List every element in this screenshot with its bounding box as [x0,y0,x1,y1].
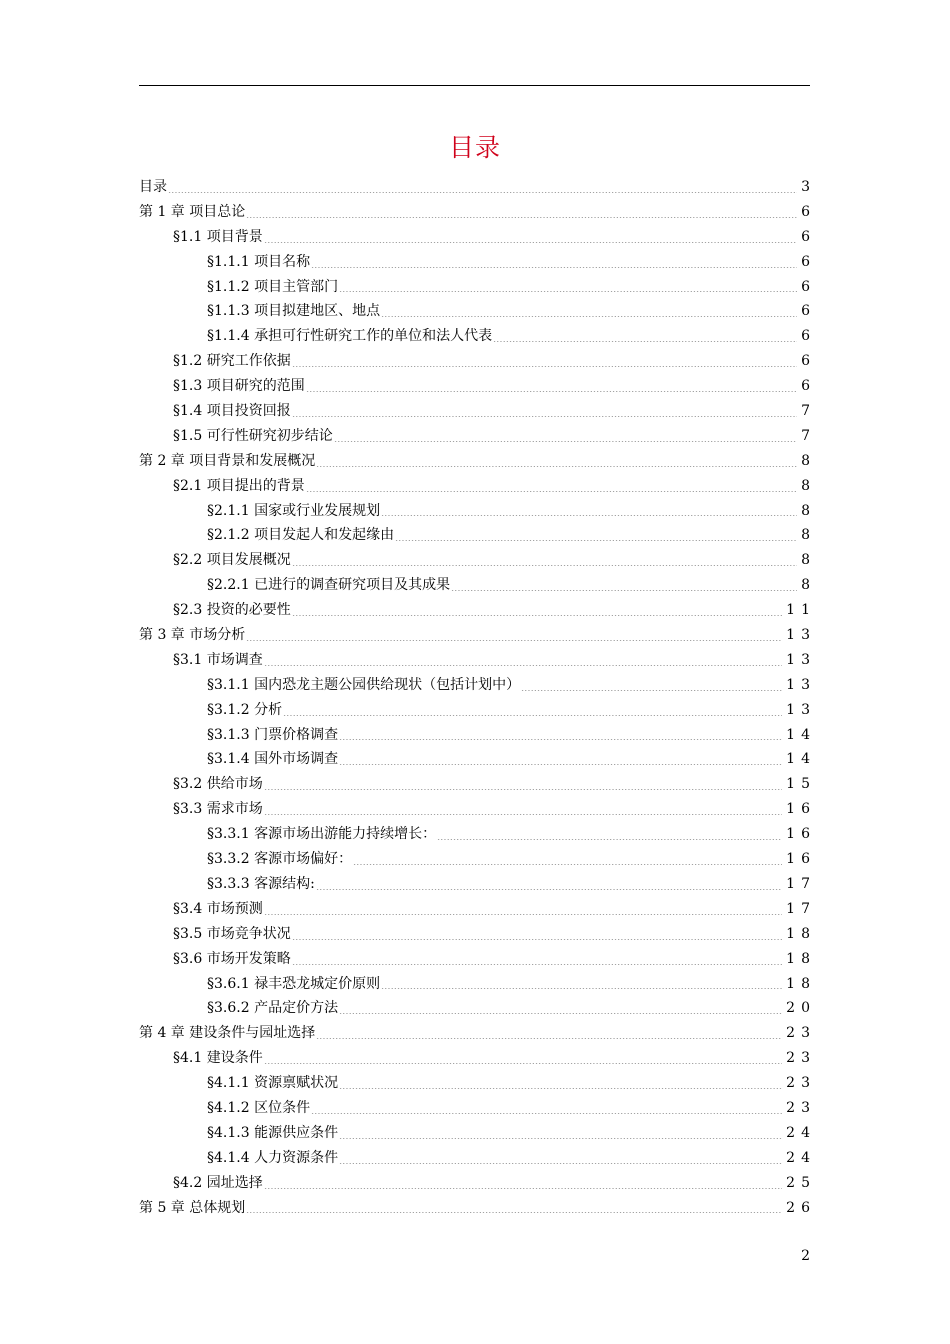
toc-entry-text: §3.3 需求市场 [173,801,263,818]
toc-entry[interactable] [139,747,816,772]
toc-entry-page: 13 [786,627,816,644]
toc-dot-leader [493,341,797,342]
toc-entry-page: 24 [786,1149,816,1166]
toc-dot-leader [292,964,782,965]
toc-entry[interactable] [139,623,816,648]
toc-entry-page: 17 [786,875,816,892]
toc-entry-text: §3.6.2 产品定价方法 [207,1000,339,1017]
toc-entry-text: §3.6.1 禄丰恐龙城定价原则 [207,975,381,992]
toc-dot-leader [292,416,797,417]
toc-entry-text: §1.3 项目研究的范围 [173,378,305,395]
toc-dot-leader [306,491,797,492]
toc-entry-page: 6 [801,378,816,395]
toc-entry[interactable] [139,648,816,673]
toc-entry-page: 14 [786,726,816,743]
toc-entry[interactable] [139,972,816,997]
toc-entry-page: 6 [801,253,816,270]
toc-entry-text: §4.1.1 资源禀赋状况 [207,1075,339,1092]
toc-entry-page: 23 [786,1099,816,1116]
toc-entry-page: 6 [801,353,816,370]
toc-entry-text: §1.1 项目背景 [173,228,263,245]
toc-entry-page: 6 [801,228,816,245]
toc-entry-text: §3.2 供给市场 [173,776,263,793]
toc-entry[interactable] [139,1046,816,1071]
toc-entry[interactable] [139,200,816,225]
toc-entry-text: §1.2 研究工作依据 [173,353,291,370]
toc-dot-leader [246,1212,782,1213]
toc-entry[interactable] [139,847,816,872]
toc-entry-text: 第 2 章 项目背景和发展概况 [139,452,316,469]
toc-dot-leader [264,914,782,915]
toc-dot-leader [246,217,797,218]
toc-entry-text: §3.6 市场开发策略 [173,950,291,967]
toc-entry-page: 15 [786,776,816,793]
toc-dot-leader [451,590,797,591]
toc-entry[interactable] [139,1071,816,1096]
toc-dot-leader [292,565,797,566]
toc-entry[interactable] [139,797,816,822]
toc-entry-text: §3.3.3 客源结构: [207,875,315,892]
toc-entry-text: §3.3.1 客源市场出游能力持续增长： [207,826,437,843]
toc-dot-leader [246,640,782,641]
toc-dot-leader [283,715,782,716]
toc-entry-text: 第 4 章 建设条件与园址选择 [139,1025,316,1042]
toc-entry[interactable] [139,1171,816,1196]
toc-entry-text: §1.1.1 项目名称 [207,253,311,270]
toc-entry-page: 8 [801,552,816,569]
toc-entry-text: 第 5 章 总体规划 [139,1199,246,1216]
toc-entry-page: 26 [786,1199,816,1216]
toc-entry[interactable] [139,922,816,947]
toc-entry[interactable] [139,523,816,548]
toc-entry[interactable] [139,324,816,349]
toc-dot-leader [339,291,797,292]
toc-entry[interactable] [139,573,816,598]
toc-dot-leader [306,391,797,392]
toc-dot-leader [339,1013,782,1014]
toc-entry-page: 20 [786,1000,816,1017]
toc-entry-page: 8 [801,577,816,594]
toc-dot-leader [316,466,797,467]
toc-entry-text: §3.4 市场预测 [173,900,263,917]
toc-list [139,175,816,1220]
toc-entry[interactable] [139,449,816,474]
toc-entry[interactable] [139,822,816,847]
toc-dot-leader [316,1038,782,1039]
toc-entry-text: §4.1.3 能源供应条件 [207,1124,339,1141]
toc-entry-page: 23 [786,1050,816,1067]
toc-entry[interactable] [139,499,816,524]
toc-dot-leader [339,1138,782,1139]
toc-title: 目录 [448,133,501,162]
toc-entry[interactable] [139,225,816,250]
toc-dot-leader [264,242,797,243]
toc-entry[interactable] [139,1096,816,1121]
toc-entry[interactable] [139,275,816,300]
toc-entry-page: 13 [786,701,816,718]
toc-entry-text: §4.2 园址选择 [173,1174,263,1191]
toc-dot-leader [264,1063,782,1064]
toc-entry-text: §1.5 可行性研究初步结论 [173,427,333,444]
toc-entry-page: 8 [801,477,816,494]
header-rule [139,85,810,86]
toc-entry-page: 25 [786,1174,816,1191]
toc-entry-text: §4.1.2 区位条件 [207,1099,311,1116]
toc-dot-leader [316,889,782,890]
toc-entry-text: §4.1 建设条件 [173,1050,263,1067]
toc-entry-text: §3.1.2 分析 [207,701,283,718]
toc-entry-page: 6 [801,278,816,295]
toc-dot-leader [395,540,797,541]
toc-dot-leader [292,939,782,940]
toc-entry-page: 6 [801,203,816,220]
toc-entry-page: 7 [801,403,816,420]
toc-entry-page: 16 [786,801,816,818]
toc-entry-page: 8 [801,502,816,519]
toc-entry-text: 第 1 章 项目总论 [139,203,246,220]
toc-entry-text: §3.1.3 门票价格调查 [207,726,339,743]
toc-entry-page: 23 [786,1025,816,1042]
toc-dot-leader [264,814,782,815]
toc-dot-leader [339,739,782,740]
toc-dot-leader [381,515,797,516]
toc-entry-text: §3.1 市场调查 [173,651,263,668]
toc-dot-leader [353,864,782,865]
toc-entry[interactable] [139,548,816,573]
toc-entry[interactable] [139,474,816,499]
toc-entry-text: 第 3 章 市场分析 [139,627,246,644]
toc-entry[interactable] [139,399,816,424]
toc-entry-text: §4.1.4 人力资源条件 [207,1149,339,1166]
toc-entry-text: §2.1 项目提出的背景 [173,477,305,494]
toc-entry[interactable] [139,723,816,748]
toc-dot-leader [437,839,782,840]
toc-dot-leader [264,665,782,666]
toc-entry-page: 3 [801,179,816,195]
toc-entry-text: §3.5 市场竞争状况 [173,925,291,942]
toc-entry[interactable] [139,673,816,698]
toc-entry-text: §3.1.1 国内恐龙主题公园供给现状（包括计划中） [207,676,521,693]
toc-entry-text: §2.1.1 国家或行业发展规划 [207,502,381,519]
toc-entry-page: 6 [801,328,816,345]
toc-entry-page: 6 [801,303,816,320]
toc-dot-leader [381,988,782,989]
toc-dot-leader [311,1113,782,1114]
toc-entry-page: 8 [801,527,816,544]
toc-dot-leader [339,1163,782,1164]
toc-entry-page: 7 [801,427,816,444]
toc-entry-text: §1.1.3 项目拟建地区、地点 [207,303,381,320]
toc-entry-page: 18 [786,950,816,967]
toc-entry[interactable] [139,996,816,1021]
page-number: 2 [801,1248,810,1264]
toc-entry-text: §3.1.4 国外市场调查 [207,751,339,768]
toc-entry[interactable] [139,598,816,623]
toc-entry[interactable] [139,299,816,324]
toc-entry[interactable] [139,1021,816,1046]
toc-entry-text: §1.1.2 项目主管部门 [207,278,339,295]
toc-entry[interactable] [139,1196,816,1221]
toc-entry[interactable] [139,1146,816,1171]
toc-dot-leader [292,615,782,616]
toc-entry-text: §2.2 项目发展概况 [173,552,291,569]
toc-entry[interactable] [139,872,816,897]
toc-dot-leader [339,1088,782,1089]
toc-entry[interactable] [139,947,816,972]
toc-dot-leader [264,1188,782,1189]
toc-entry-text: §3.3.2 客源市场偏好： [207,851,353,868]
toc-entry-page: 8 [801,452,816,469]
toc-entry-page: 23 [786,1075,816,1092]
toc-entry[interactable] [139,424,816,449]
toc-dot-leader [264,789,782,790]
toc-entry-page: 13 [786,676,816,693]
toc-entry-page: 17 [786,900,816,917]
toc-entry-page: 14 [786,751,816,768]
toc-entry[interactable] [139,175,816,200]
toc-entry-text: §2.2.1 已进行的调查研究项目及其成果 [207,577,451,594]
toc-entry-page: 18 [786,975,816,992]
toc-entry[interactable] [139,1121,816,1146]
toc-entry[interactable] [139,250,816,275]
toc-entry-text: §1.4 项目投资回报 [173,403,291,420]
toc-dot-leader [292,366,797,367]
toc-entry[interactable] [139,374,816,399]
toc-entry-page: 13 [786,651,816,668]
toc-dot-leader [311,267,797,268]
toc-entry-page: 16 [786,826,816,843]
toc-entry-page: 16 [786,851,816,868]
toc-dot-leader [168,192,797,193]
toc-entry-page: 11 [786,602,816,619]
toc-entry-text: §2.1.2 项目发起人和发起缘由 [207,527,395,544]
toc-dot-leader [521,690,782,691]
toc-entry[interactable] [139,698,816,723]
toc-dot-leader [339,764,782,765]
toc-entry[interactable] [139,772,816,797]
toc-entry-text: §1.1.4 承担可行性研究工作的单位和法人代表 [207,328,493,345]
toc-entry[interactable] [139,897,816,922]
toc-dot-leader [381,316,797,317]
toc-dot-leader [334,441,797,442]
toc-entry-page: 24 [786,1124,816,1141]
toc-entry-text: 目录 [139,179,167,195]
toc-entry[interactable] [139,349,816,374]
toc-entry-page: 18 [786,925,816,942]
toc-entry-text: §2.3 投资的必要性 [173,602,291,619]
